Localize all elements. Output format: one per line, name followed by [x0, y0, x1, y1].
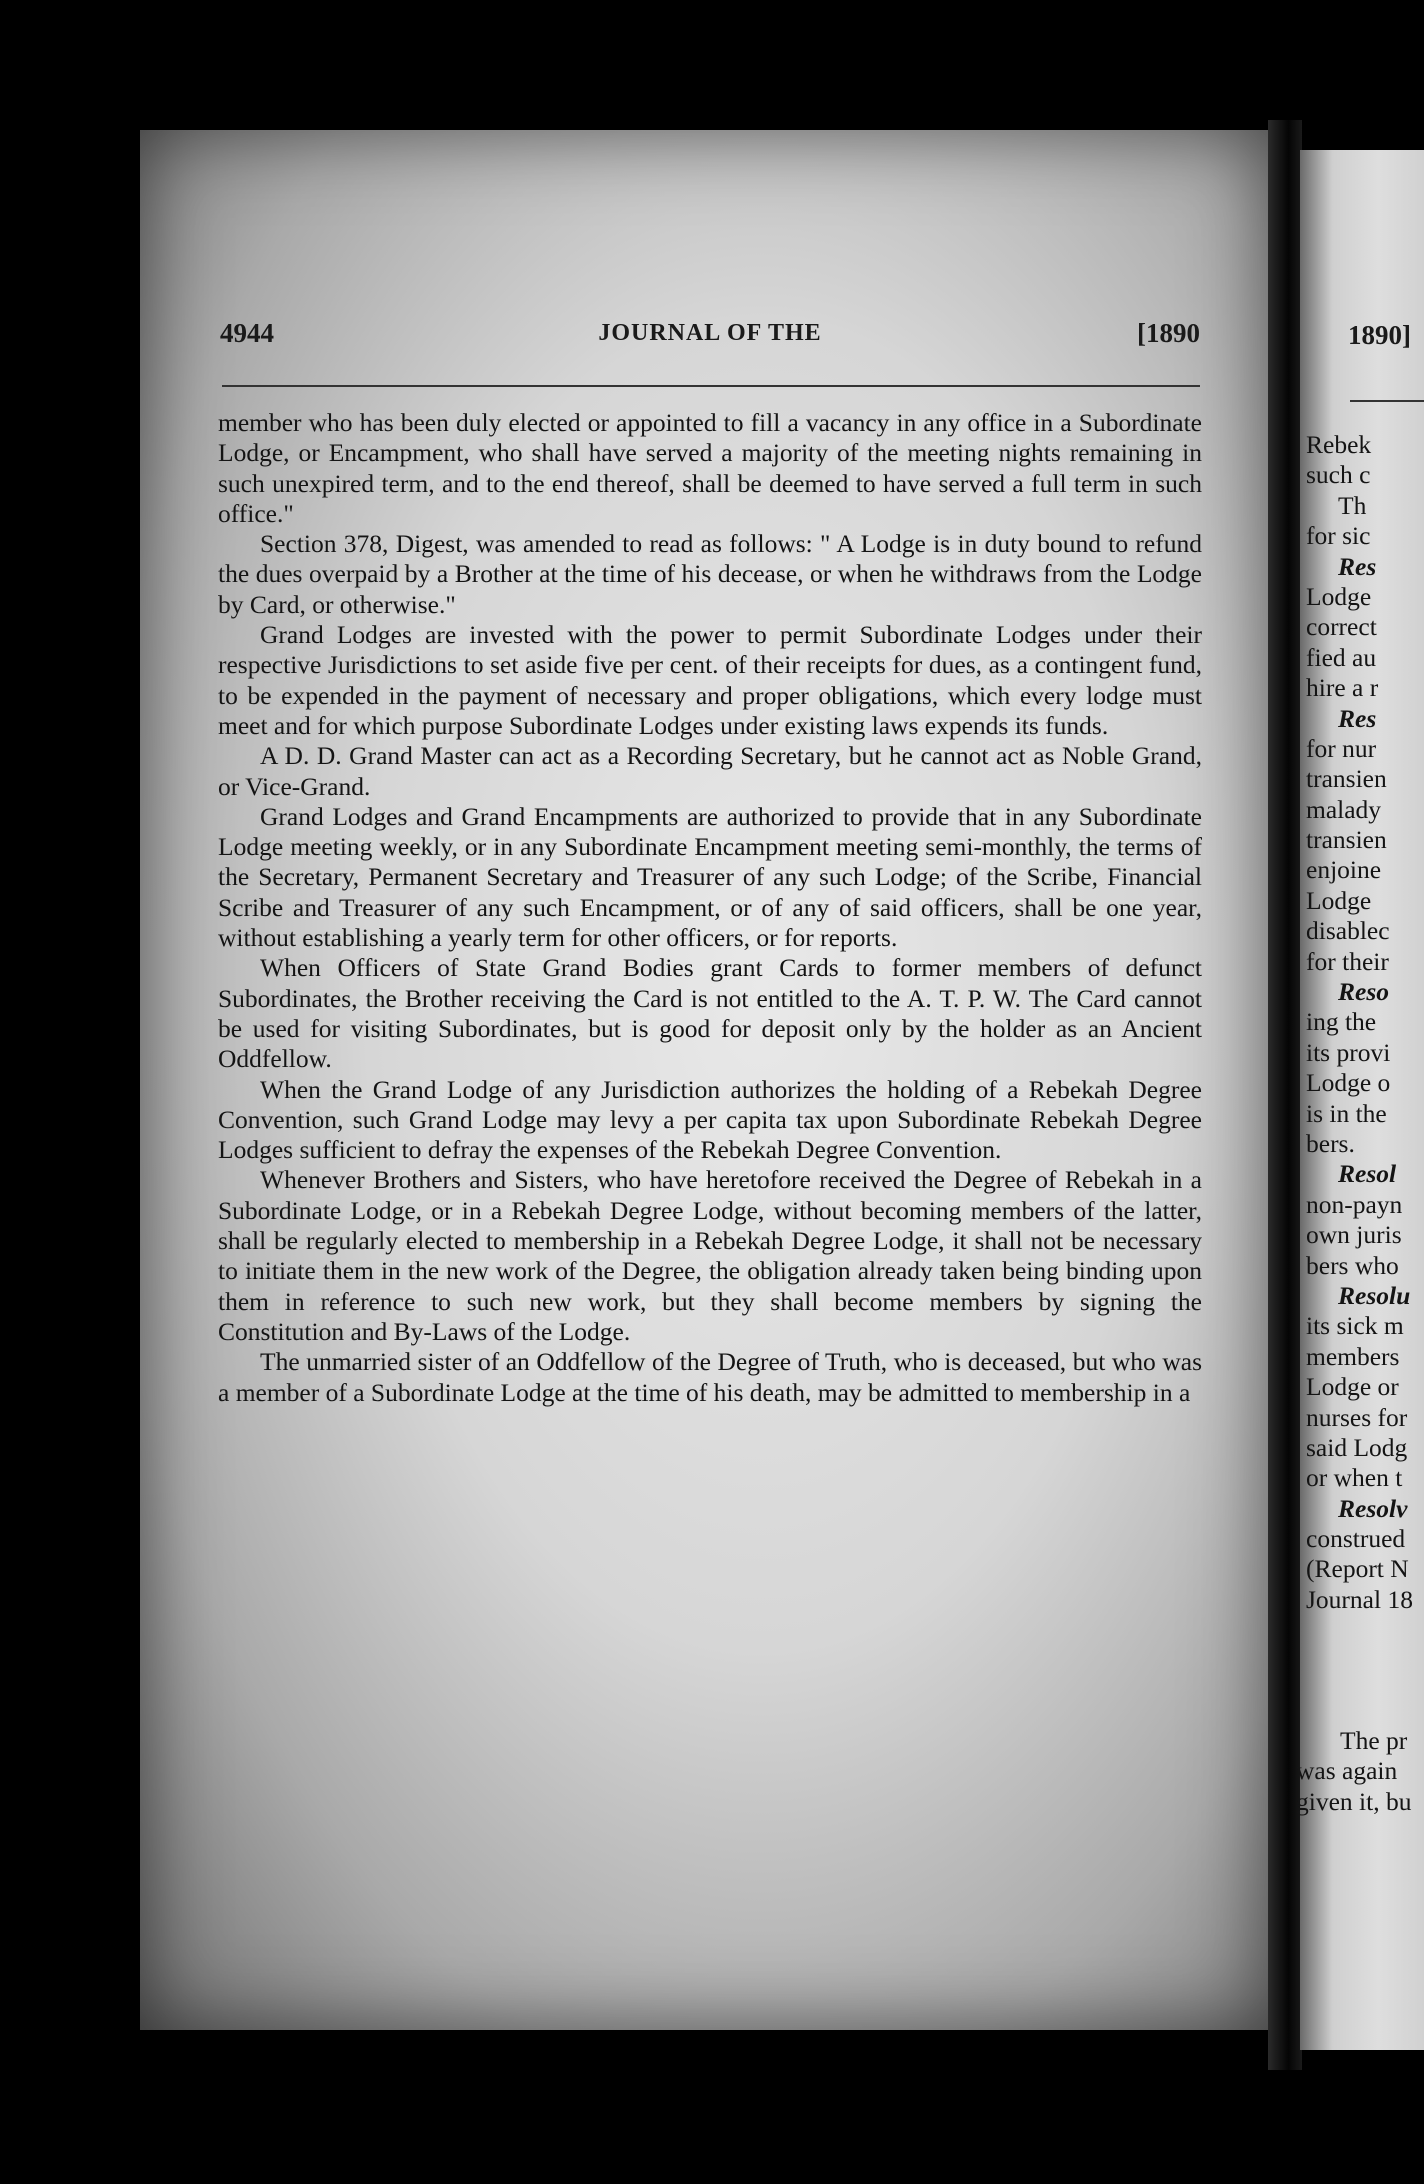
right-page-line: transien [1306, 825, 1387, 855]
right-page-bottom-line: The pr [1340, 1726, 1408, 1755]
right-page-line: Resolv [1338, 1493, 1408, 1523]
right-page-line: its provi [1306, 1037, 1391, 1067]
right-page-line: for sic [1306, 521, 1371, 551]
paragraph: When the Grand Lodge of any Jurisdiction authorizes the holding of a Rebekah Degree Convention, such Grand Lodge may levy a per capita tax upon Subordinate Rebekah Degree Lodges sufficient to defray the expenses of the Rebekah Degree Convention. [218, 1074, 1202, 1165]
paragraph: Grand Lodges and Grand Encampments are authorized to provide that in any Subordinate Lodge meeting weekly, or in any Subordinate Encampment meeting semi-monthly, the terms of the Secretary, Permanent Secretary and Treasurer of any such Lodge; of the Scribe, Financial Scribe and Treasurer of any such Encampment, or of any of said officers, shall be one year, without establishing a yearly term for other officers, or for reports. [218, 801, 1202, 953]
right-page-line: said Lodg [1306, 1432, 1408, 1462]
paragraph: A D. D. Grand Master can act as a Recording Secretary, but he cannot act as Noble Grand, or Vice-Grand. [218, 741, 1202, 801]
right-page-line: Res [1338, 551, 1377, 581]
right-page-line: Resolu [1338, 1280, 1411, 1310]
right-page-line: hire a r [1306, 673, 1379, 703]
paragraph: member who has been duly elected or appointed to fill a vacancy in any office in a Subordinate Lodge, or Encampment, who shall have served a majority of the meeting nights remaining in such unexpired term, and to the end thereof, shall be deemed to have served a full term in such office." [218, 408, 1202, 528]
body-text [218, 408, 1202, 1408]
right-page-line: enjoine [1306, 855, 1382, 885]
page-number: 4944 [220, 318, 274, 348]
paragraph: Grand Lodges are invested with the power to permit Subordinate Lodges under their respective Jurisdictions to set aside five per cent. of their receipts for dues, as a contingent fund, to be expended in the payment of necessary and proper obligations, which every lodge must meet and for which purpose Subordinate Lodges under existing laws expends its funds. [218, 620, 1202, 740]
right-page-line: Lodge [1306, 885, 1372, 915]
right-page-line: Journal 18 [1306, 1584, 1413, 1614]
right-header-rule [1350, 400, 1424, 402]
right-page-line: Lodge [1306, 581, 1372, 611]
right-page-line: (Report N [1306, 1554, 1409, 1584]
header-rule [222, 385, 1200, 387]
running-header [220, 318, 1200, 362]
paragraph: Whenever Brothers and Sisters, who have heretofore received the Degree of Rebekah in a Subordinate Lodge, or in a Rebekah Degree Lodge, without becoming members of the latter, shall be regularly elected to membership in a Rebekah Degree Lodge, it shall not be necessary to initiate them in the new work of the Degree, the obligation already taken being binding upon them in reference to such new work, but they shall become members by signing the Constitution and By-Laws of the Lodge. [218, 1165, 1202, 1346]
right-page-line: disablec [1306, 916, 1390, 946]
right-page-line: Resol [1338, 1159, 1397, 1189]
right-page-line: bers. [1306, 1128, 1355, 1158]
right-page-line: Reso [1338, 977, 1389, 1007]
right-page-line: own juris [1306, 1220, 1402, 1250]
right-page-line: correct [1306, 612, 1377, 642]
right-page-bottom-line: was again [1296, 1756, 1398, 1786]
right-page-line: is in the [1306, 1098, 1387, 1128]
right-page-bottom-text [1296, 1726, 1424, 1817]
paragraph: When Officers of State Grand Bodies grant Cards to former members of defunct Subordinates, the Brother receiving the Card is not entitled to the A. T. P. W. The Card cannot be used for visiting Subordinates, but is good for deposit only by the holder as an Ancient Oddfellow. [218, 953, 1202, 1074]
right-page-line: Lodge o [1306, 1068, 1391, 1098]
right-page-text [1306, 430, 1424, 1615]
right-page-line: nurses for [1306, 1402, 1408, 1432]
right-page-line: for nur [1306, 733, 1377, 763]
header-year: [1890 [1137, 318, 1200, 348]
right-page-line: or when t [1306, 1463, 1403, 1493]
right-page-line: Rebek [1306, 430, 1372, 459]
right-page-line: its sick m [1306, 1311, 1404, 1341]
right-page-line: Th [1338, 490, 1367, 520]
paragraph: Section 378, Digest, was amended to read as follows: " A Lodge is in duty bound to refund the dues overpaid by a Brother at the time of his decease, or when he withdraws from the Lodge by Card, or otherwise." [218, 529, 1202, 619]
paragraph: The unmarried sister of an Oddfellow of the Degree of Truth, who is deceased, but who was a member of a Subordinate Lodge at the time of his death, may be admitted to membership in a [218, 1347, 1202, 1407]
right-page-line: construed [1306, 1524, 1406, 1554]
right-page-line: Lodge or [1306, 1372, 1399, 1402]
right-page-line: malady [1306, 794, 1382, 824]
right-page-line: bers who [1306, 1250, 1399, 1280]
right-page-line: ing the [1306, 1007, 1377, 1037]
right-page-line: Res [1338, 703, 1377, 733]
right-page-header: 1890] [1348, 320, 1411, 350]
right-page-line: such c [1306, 460, 1371, 490]
right-page-line: transien [1306, 764, 1387, 794]
right-page-line: fied au [1306, 642, 1377, 672]
right-page-line: for their [1306, 946, 1389, 976]
right-page-line: members [1306, 1341, 1400, 1371]
right-page-line: non-payn [1306, 1189, 1403, 1219]
running-title: JOURNAL OF THE [598, 320, 822, 346]
right-page-bottom-line: given it, bu [1296, 1786, 1412, 1816]
